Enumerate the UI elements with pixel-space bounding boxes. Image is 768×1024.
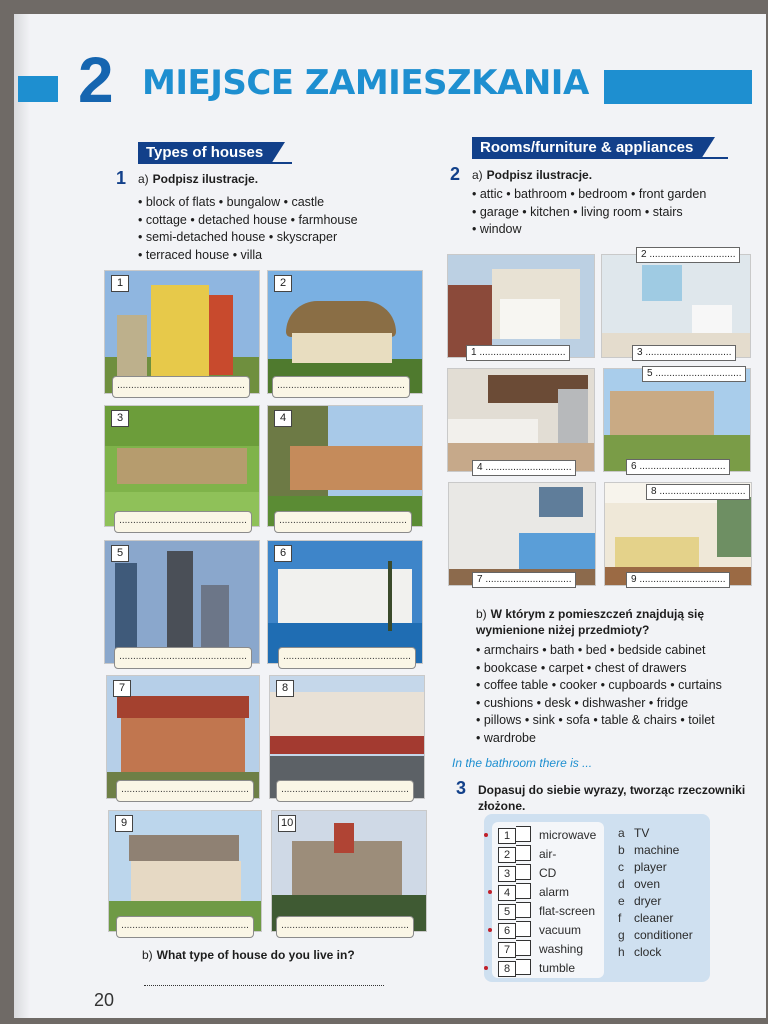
room-label-4[interactable]: 4 ...............................: [472, 460, 576, 476]
item-number: 2: [498, 847, 516, 863]
exercise-1b-question: [142, 948, 355, 962]
room-label-9[interactable]: 9 ...............................: [626, 572, 730, 588]
answer-field-8[interactable]: ..............................................: [276, 780, 414, 802]
rooms-word-bank: [472, 186, 706, 239]
answer-box[interactable]: [516, 921, 531, 937]
answer-box[interactable]: [516, 940, 531, 956]
match-right-item: [618, 909, 673, 927]
match-right-item: [618, 943, 661, 961]
answer-line-1b[interactable]: [144, 984, 384, 986]
instruction-text: Podpisz ilustracje.: [486, 168, 593, 182]
answer-box[interactable]: [516, 902, 531, 918]
word-bank-line: • garage • kitchen • living room • stairs: [472, 204, 683, 219]
item-word: alarm: [539, 885, 570, 899]
item-letter: g: [618, 928, 625, 942]
match-right-item: [618, 841, 679, 859]
exercise-1a-instruction: [138, 172, 258, 186]
section-underline: [138, 162, 292, 164]
part-label: a): [138, 172, 149, 186]
chapter-title: MIEJSCE ZAMIESZKANIA: [142, 63, 589, 103]
item-number: 4: [498, 885, 516, 901]
exercise-2a-instruction: [472, 168, 592, 182]
chapter-number: 2: [78, 44, 114, 116]
item-word: conditioner: [634, 928, 693, 942]
match-left-item[interactable]: [498, 921, 581, 939]
answer-field-10[interactable]: ..............................................: [276, 916, 414, 938]
photo-house-10: [271, 810, 427, 932]
answer-field-5[interactable]: ..............................................: [114, 647, 252, 669]
item-letter: d: [618, 877, 625, 891]
red-mark: [484, 833, 488, 837]
room-label-8[interactable]: 8 ...............................: [646, 484, 750, 500]
answer-field-6[interactable]: ..............................................: [278, 647, 416, 669]
word-bank-line: • block of flats • bungalow • castle: [138, 195, 325, 209]
photo-room-2: [601, 254, 751, 358]
item-letter: a: [618, 826, 625, 840]
item-number: 6: [498, 923, 516, 939]
item-letter: f: [618, 911, 622, 925]
item-number: 1: [498, 828, 516, 844]
exercise-2b-question: [476, 606, 704, 638]
photo-number: 6: [274, 545, 292, 562]
item-number: 8: [498, 961, 516, 977]
answer-box[interactable]: [516, 864, 531, 880]
photo-house-5: [104, 540, 260, 664]
item-word: washing: [539, 942, 584, 956]
word-bank-line: • cottage • detached house • farmhouse: [138, 212, 358, 227]
photo-number: 3: [111, 410, 129, 427]
word-bank-line: • terraced house • villa: [138, 247, 263, 262]
item-word: flat-screen: [539, 904, 596, 918]
answer-field-9[interactable]: ..............................................: [116, 916, 254, 938]
photo-number: 8: [276, 680, 294, 697]
page-number: 20: [94, 990, 115, 1010]
photo-house-9: [108, 810, 262, 932]
question-line-1: W którym z pomieszczeń znajdują się: [490, 607, 705, 621]
part-label: a): [472, 168, 483, 182]
chapter-band-left: [18, 76, 58, 102]
match-right-item: [618, 858, 667, 876]
example-sentence: In the bathroom there is ...: [452, 756, 593, 770]
page-binding-shadow: [14, 14, 30, 1018]
item-word: vacuum: [539, 923, 582, 937]
section-heading-rooms: Rooms/furniture & appliances: [472, 137, 701, 159]
match-right-item: [618, 824, 649, 842]
room-label-1[interactable]: 1 ...............................: [466, 345, 570, 361]
word-bank-line: • cushions • desk • dishwasher • fridge: [476, 695, 689, 710]
item-letter: c: [618, 860, 624, 874]
room-label-7[interactable]: 7 ...............................: [472, 572, 576, 588]
item-word: tumble: [539, 961, 576, 975]
word-bank-line: • attic • bathroom • bedroom • front garden: [472, 187, 707, 201]
part-label: b): [142, 948, 153, 962]
photo-number: 7: [113, 680, 131, 697]
word-bank-line: • window: [472, 222, 522, 236]
photo-number: 10: [278, 815, 296, 832]
chapter-band-right: [604, 70, 752, 104]
exercise-3-instruction: [478, 782, 745, 814]
answer-field-7[interactable]: ..............................................: [116, 780, 254, 802]
item-word: CD: [539, 866, 557, 880]
item-number: 5: [498, 904, 516, 920]
word-bank-line: • armchairs • bath • bed • bedside cabinet: [476, 643, 706, 657]
match-left-item[interactable]: [498, 959, 575, 977]
instruction-line-1: Dopasuj do siebie wyrazy, tworząc rzeczowniki: [478, 783, 746, 797]
answer-field-4[interactable]: ..............................................: [274, 511, 412, 533]
word-bank-line: • wardrobe: [476, 730, 536, 745]
item-word: player: [634, 860, 667, 874]
photo-number: 4: [274, 410, 292, 427]
match-right-item: [618, 892, 661, 910]
item-word: dryer: [634, 894, 662, 908]
item-letter: b: [618, 843, 625, 857]
word-bank-line: • bookcase • carpet • chest of drawers: [476, 660, 687, 675]
match-left-item[interactable]: [498, 864, 556, 882]
house-types-word-bank: [138, 194, 358, 264]
item-word: machine: [634, 843, 680, 857]
section-heading-types-of-houses: Types of houses: [138, 142, 271, 164]
answer-field-1[interactable]: ..............................................: [112, 376, 250, 398]
photo-house-6: [267, 540, 423, 664]
room-label-5[interactable]: 5 ...............................: [642, 366, 746, 382]
item-number: 3: [498, 866, 516, 882]
match-right-item: [618, 875, 660, 893]
item-word: clock: [634, 945, 662, 959]
furniture-word-bank: [476, 642, 722, 747]
item-letter: e: [618, 894, 625, 908]
instruction-text: Podpisz ilustracje.: [152, 172, 259, 186]
item-word: air-: [539, 847, 557, 861]
word-bank-line: • pillows • sink • sofa • table & chairs • toilet: [476, 713, 715, 727]
match-right-item: [618, 926, 693, 944]
room-label-3[interactable]: 3 ...............................: [632, 345, 736, 361]
match-left-item[interactable]: [498, 902, 595, 920]
answer-box[interactable]: [516, 845, 531, 861]
room-label-2[interactable]: 2 ...............................: [636, 247, 740, 263]
exercise-1-number: 1: [116, 168, 127, 188]
answer-field-2[interactable]: ..............................................: [272, 376, 410, 398]
part-label: b): [476, 607, 487, 621]
answer-box[interactable]: [516, 959, 531, 975]
instruction-line-2: złożone.: [478, 799, 526, 813]
item-word: TV: [634, 826, 650, 840]
photo-room-1: [447, 254, 595, 358]
match-left-item[interactable]: [498, 940, 583, 958]
exercise-2-number: 2: [450, 164, 461, 184]
red-mark: [488, 928, 492, 932]
item-word: oven: [634, 877, 661, 891]
item-word: microwave: [539, 828, 597, 842]
word-bank-line: • coffee table • cooker • cupboards • curtains: [476, 678, 722, 692]
word-bank-line: • semi-detached house • skyscraper: [138, 230, 338, 244]
section-underline: [472, 157, 728, 159]
red-mark: [488, 890, 492, 894]
photo-room-7: [448, 482, 596, 586]
answer-field-3[interactable]: ..............................................: [114, 511, 252, 533]
answer-box[interactable]: [516, 883, 531, 899]
photo-house-4: [267, 405, 423, 527]
photo-room-4: [447, 368, 595, 472]
photo-number: 1: [111, 275, 129, 292]
photo-room-6: [603, 368, 751, 472]
red-mark: [484, 966, 488, 970]
match-left-item[interactable]: [498, 883, 569, 901]
photo-number: 5: [111, 545, 129, 562]
match-left-item[interactable]: [498, 845, 556, 863]
photo-house-3: [104, 405, 260, 527]
item-number: 7: [498, 942, 516, 958]
question-text: What type of house do you live in?: [156, 948, 355, 962]
exercise-3-number: 3: [456, 778, 467, 798]
photo-number: 9: [115, 815, 133, 832]
item-word: cleaner: [634, 911, 674, 925]
match-left-item[interactable]: [498, 826, 596, 844]
photo-number: 2: [274, 275, 292, 292]
question-line-2: wymienione niżej przedmioty?: [476, 623, 650, 637]
room-label-6[interactable]: 6 ...............................: [626, 459, 730, 475]
item-letter: h: [618, 945, 625, 959]
answer-box[interactable]: [516, 826, 531, 842]
